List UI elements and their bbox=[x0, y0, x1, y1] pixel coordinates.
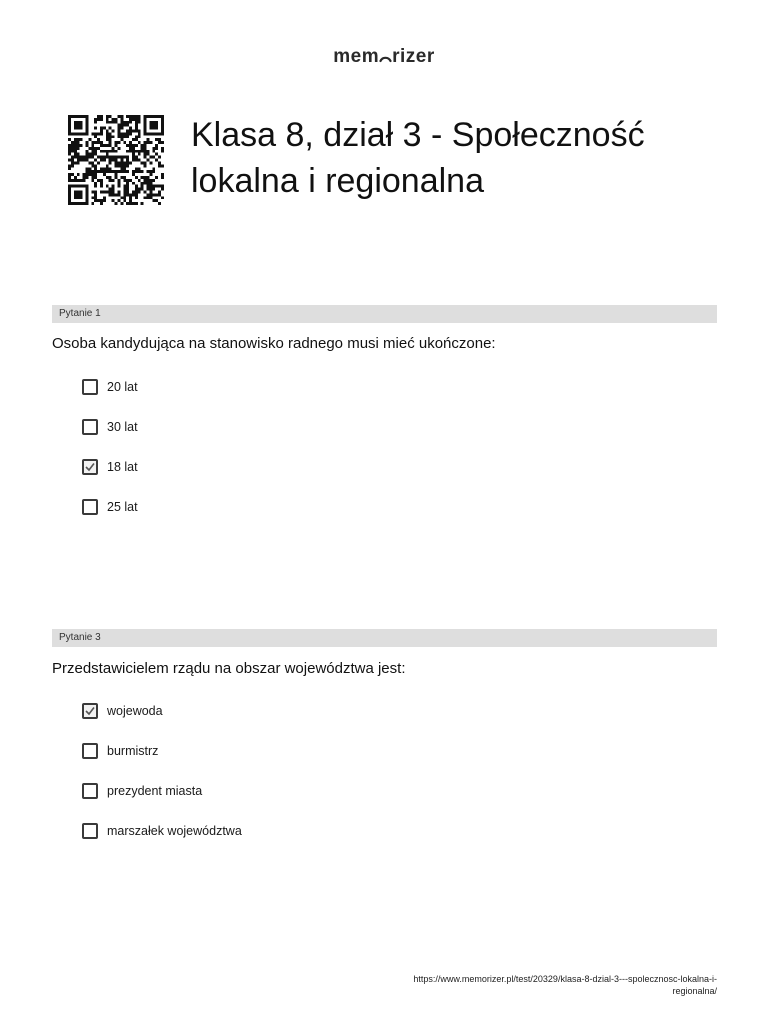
logo-text-prefix: mem bbox=[333, 46, 380, 67]
question-1-text: Osoba kandydująca na stanowisko radnego musi mieć ukończone: bbox=[52, 335, 496, 352]
option-label: wojewoda bbox=[107, 704, 163, 718]
option-label: 30 lat bbox=[107, 420, 138, 434]
checkbox-icon[interactable] bbox=[82, 823, 98, 839]
option-label: marszałek województwa bbox=[107, 824, 242, 838]
option-label: 25 lat bbox=[107, 500, 138, 514]
question-1-option-1[interactable] bbox=[82, 377, 138, 397]
question-3-number: Pytanie 3 bbox=[59, 632, 101, 643]
checkbox-checked-icon[interactable] bbox=[82, 703, 98, 719]
memorizer-logo bbox=[0, 46, 768, 68]
question-3-option-4[interactable] bbox=[82, 821, 242, 841]
checkbox-icon[interactable] bbox=[82, 783, 98, 799]
option-label: burmistrz bbox=[107, 744, 159, 758]
question-3-text: Przedstawicielem rządu na obszar województwa jest: bbox=[52, 660, 406, 677]
footer-url-line-2[interactable]: regionalna/ bbox=[672, 986, 717, 996]
question-3-header bbox=[52, 629, 717, 647]
question-1-option-3[interactable] bbox=[82, 457, 138, 477]
option-label: 18 lat bbox=[107, 460, 138, 474]
checkbox-icon[interactable] bbox=[82, 743, 98, 759]
option-label: prezydent miasta bbox=[107, 784, 203, 798]
logo-o-arc-icon bbox=[379, 46, 392, 67]
question-1-number: Pytanie 1 bbox=[59, 308, 101, 319]
question-1-option-4[interactable] bbox=[82, 497, 138, 517]
question-3-option-3[interactable] bbox=[82, 781, 202, 801]
footer-url[interactable] bbox=[357, 973, 717, 997]
checkbox-icon[interactable] bbox=[82, 379, 98, 395]
footer-url-line-1[interactable]: https://www.memorizer.pl/test/20329/klasa-8-dzial-3---spolecznosc-lokalna-i- bbox=[413, 974, 717, 984]
question-3-option-2[interactable] bbox=[82, 741, 158, 761]
page-title: Klasa 8, dział 3 - Społeczność lokalna i regionalna bbox=[191, 116, 645, 200]
question-1-header bbox=[52, 305, 717, 323]
qr-code-icon bbox=[68, 115, 164, 205]
question-3-option-1[interactable] bbox=[82, 701, 163, 721]
question-1-option-2[interactable] bbox=[82, 417, 138, 437]
checkbox-icon[interactable] bbox=[82, 419, 98, 435]
option-label: 20 lat bbox=[107, 380, 138, 394]
checkbox-checked-icon[interactable] bbox=[82, 459, 98, 475]
logo-text-suffix: rizer bbox=[392, 46, 435, 67]
checkbox-icon[interactable] bbox=[82, 499, 98, 515]
